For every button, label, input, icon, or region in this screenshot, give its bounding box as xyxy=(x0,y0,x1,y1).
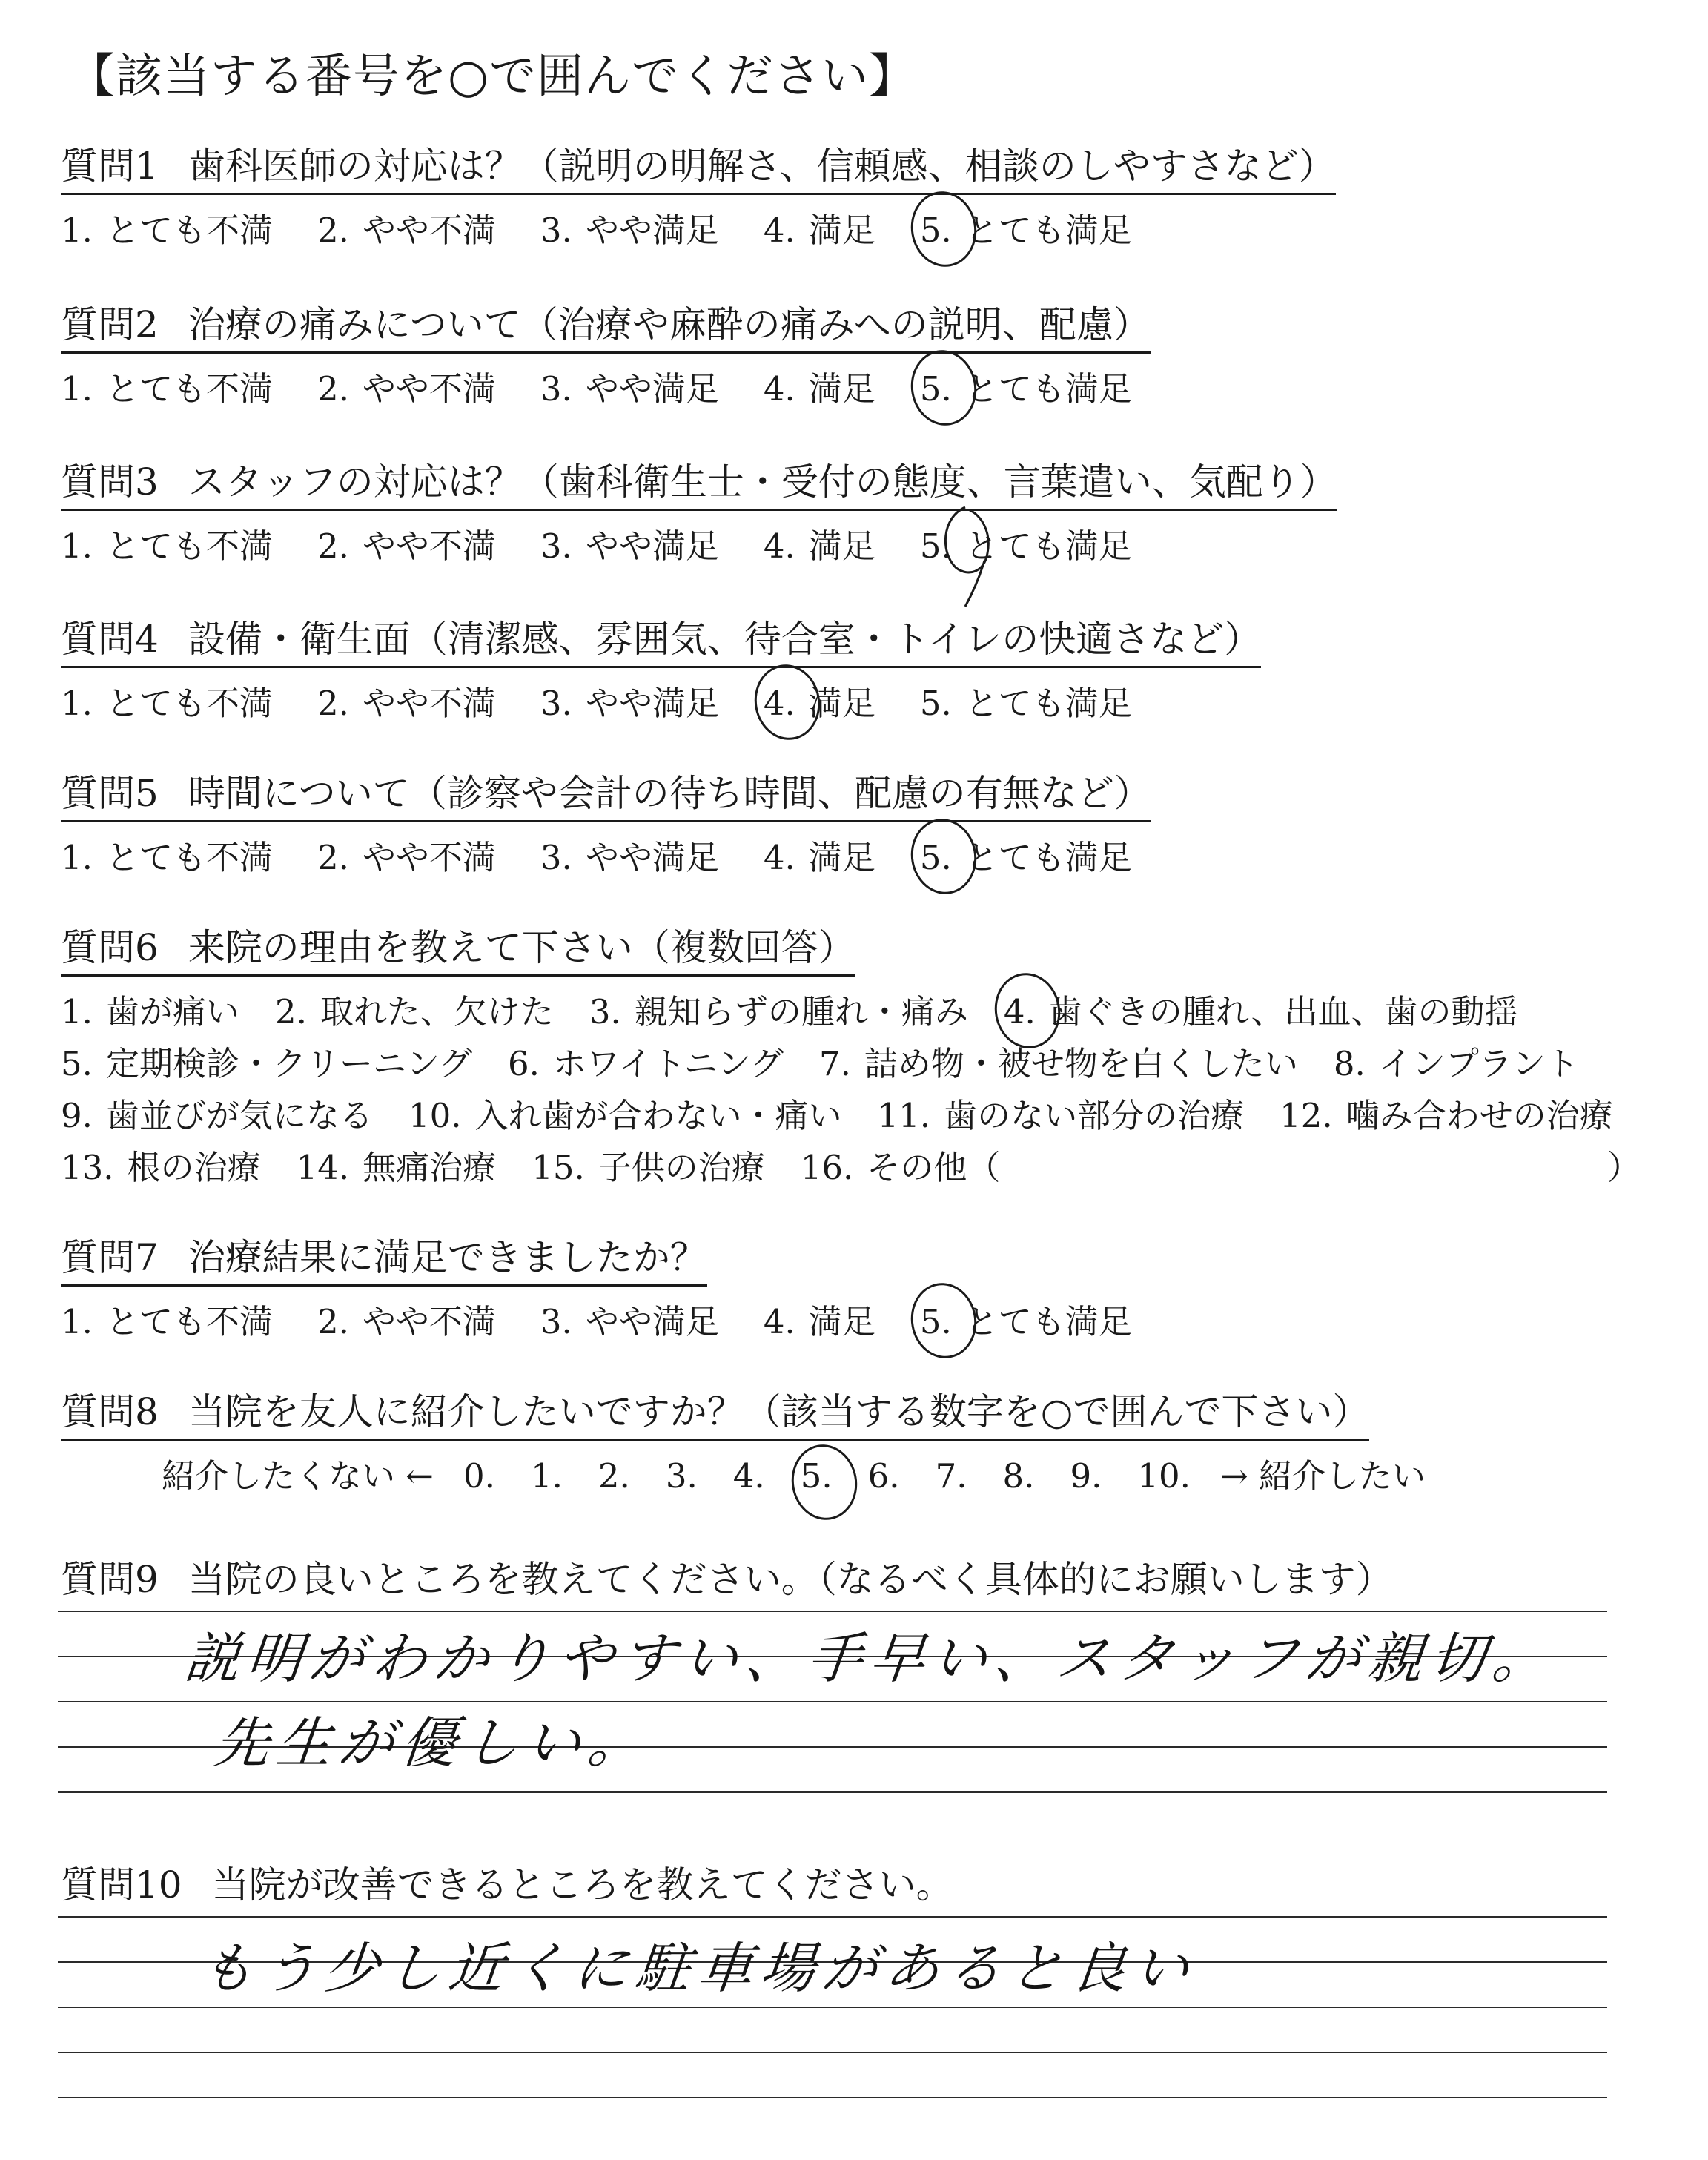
q6-row-4 xyxy=(61,1140,1000,1189)
q6-option-5[interactable] xyxy=(61,1037,472,1085)
option-label: 根の治療 xyxy=(127,1148,261,1187)
option-label: 取れた、欠けた xyxy=(320,992,554,1031)
option-number: 1. xyxy=(61,369,93,409)
q5-option-5-selected[interactable] xyxy=(920,830,1132,879)
option-number: 1. xyxy=(61,211,93,250)
question-4-number: 質問4 xyxy=(61,618,159,661)
question-1-options xyxy=(61,203,1132,251)
option-label: 歯のない部分の治療 xyxy=(944,1096,1245,1135)
q6-option-1[interactable] xyxy=(61,985,239,1033)
option-number: 10. xyxy=(1137,1456,1191,1496)
q8-right-label: → 紹介したい xyxy=(1219,1456,1426,1496)
question-10 xyxy=(61,1855,953,1909)
q6-option-8[interactable] xyxy=(1334,1037,1579,1085)
option-label: とても不満 xyxy=(105,369,273,409)
question-2-number: 質問2 xyxy=(61,303,159,346)
option-number: 16. xyxy=(800,1148,854,1187)
question-6-text: 来院の理由を教えて下さい（複数回答） xyxy=(188,926,855,969)
q4-option-2[interactable] xyxy=(317,676,496,724)
option-number: 5. xyxy=(919,526,952,566)
option-label: とても不満 xyxy=(105,211,273,250)
q3-option-2[interactable] xyxy=(317,519,496,567)
question-4-options xyxy=(61,676,1132,724)
option-number: 1. xyxy=(530,1456,563,1496)
option-number: 3. xyxy=(540,838,572,877)
option-label: 親知らずの腫れ・痛み xyxy=(634,992,968,1031)
option-label: インプラント xyxy=(1378,1044,1579,1083)
option-number: 5. xyxy=(919,838,952,877)
question-7 xyxy=(61,1237,707,1287)
option-number: 9. xyxy=(1070,1456,1102,1496)
option-number: 1. xyxy=(61,838,93,877)
q9-handwritten-answer-line-1[interactable]: 説明がわかりやすい、手早い、スタッフが親切。 xyxy=(181,1627,1558,1691)
q8-value-1[interactable] xyxy=(531,1456,563,1496)
answer-line xyxy=(58,2097,1607,2098)
q6-row-2 xyxy=(61,1037,1579,1085)
q8-value-7[interactable] xyxy=(936,1456,967,1496)
option-number: 1. xyxy=(61,1302,93,1341)
option-label: やや満足 xyxy=(585,526,719,566)
option-number: 6. xyxy=(508,1044,540,1083)
option-label: とても不満 xyxy=(105,526,273,566)
option-label: 歯が痛い xyxy=(105,992,239,1031)
page-title: 【該当する番号を○で囲んでください】 xyxy=(68,49,916,103)
question-2-text: 治療の痛みについて（治療や麻酔の痛みへの説明、配慮） xyxy=(188,303,1151,346)
q7-option-2[interactable] xyxy=(317,1295,496,1343)
q7-option-1[interactable] xyxy=(61,1295,273,1343)
q6-option-3[interactable] xyxy=(589,985,968,1033)
option-number: 2. xyxy=(598,1456,630,1496)
option-number: 5. xyxy=(61,1044,93,1083)
q6-option-4-selected[interactable] xyxy=(1004,985,1518,1033)
option-label: とても不満 xyxy=(105,684,273,723)
option-number: 15. xyxy=(532,1148,585,1187)
option-label: とても満足 xyxy=(964,526,1132,566)
option-number: 4. xyxy=(763,369,795,409)
q8-value-5-selected[interactable] xyxy=(801,1456,833,1496)
option-number: 5. xyxy=(800,1456,833,1496)
option-number: 4. xyxy=(1003,992,1036,1031)
q6-option-14[interactable] xyxy=(297,1140,497,1189)
question-5-options xyxy=(61,830,1132,879)
question-10-text: 当院が改善できるところを教えてください。 xyxy=(211,1863,953,1906)
q6-option-12[interactable] xyxy=(1280,1089,1613,1137)
q7-option-4[interactable] xyxy=(764,1295,875,1343)
question-1-text: 歯科医師の対応は？（説明の明解さ、信頼感、相談のしやすさなど） xyxy=(188,145,1336,188)
answer-line xyxy=(58,1916,1607,1918)
option-label: とても不満 xyxy=(105,1302,273,1341)
option-label: やや満足 xyxy=(585,684,719,723)
option-number: 2. xyxy=(274,992,307,1031)
option-label: 満足 xyxy=(808,684,875,723)
option-number: 8. xyxy=(1333,1044,1366,1083)
q1-option-1[interactable] xyxy=(61,203,273,251)
question-2-options xyxy=(61,362,1132,410)
answer-line xyxy=(58,1791,1607,1793)
option-number: 2. xyxy=(317,211,349,250)
option-number: 13. xyxy=(61,1148,114,1187)
question-7-number: 質問7 xyxy=(61,1236,159,1279)
option-number: 3. xyxy=(589,992,621,1031)
q6-option-2[interactable] xyxy=(275,985,554,1033)
option-label: ホワイトニング xyxy=(552,1044,784,1083)
option-number: 4. xyxy=(763,526,795,566)
option-label: やや満足 xyxy=(585,1302,719,1341)
option-number: 3. xyxy=(665,1456,698,1496)
q8-value-10[interactable] xyxy=(1137,1456,1191,1496)
option-number: 1. xyxy=(61,684,93,723)
q8-value-9[interactable] xyxy=(1070,1456,1102,1496)
question-9-number: 質問9 xyxy=(61,1558,159,1601)
q6-row-3 xyxy=(61,1089,1613,1137)
q10-handwritten-answer[interactable]: もう少し近くに駐車場があると良い xyxy=(196,1937,1199,2001)
option-number: 8. xyxy=(1002,1456,1035,1496)
option-label: 入れ歯が合わない・痛い xyxy=(474,1096,842,1135)
option-number: 1. xyxy=(61,992,93,1031)
answer-line xyxy=(58,2052,1607,2053)
q4-option-5[interactable] xyxy=(920,676,1132,724)
option-number: 14. xyxy=(296,1148,350,1187)
q3-option-1[interactable] xyxy=(61,519,273,567)
q3-hand-drawn-circle xyxy=(936,501,1017,612)
option-label: その他（ xyxy=(867,1148,1001,1187)
option-number: 5. xyxy=(919,1302,952,1341)
option-number: 7. xyxy=(935,1456,967,1496)
option-number: 2. xyxy=(317,369,349,409)
option-number: 1. xyxy=(61,526,93,566)
q4-option-1[interactable] xyxy=(61,676,273,724)
question-7-text: 治療結果に満足できましたか？ xyxy=(188,1236,707,1279)
q2-option-3[interactable] xyxy=(540,362,719,410)
q5-option-1[interactable] xyxy=(61,830,273,879)
question-6-number: 質問6 xyxy=(61,926,159,969)
question-8-scale xyxy=(162,1449,1426,1497)
q5-option-2[interactable] xyxy=(317,830,496,879)
option-label: とても不満 xyxy=(105,838,273,877)
option-label: 満足 xyxy=(808,211,875,250)
option-label: とても満足 xyxy=(964,1302,1132,1341)
option-label: やや満足 xyxy=(585,838,719,877)
option-label: 満足 xyxy=(808,838,875,877)
q6-other-close-paren: ） xyxy=(1607,1148,1641,1187)
option-label: とても満足 xyxy=(964,369,1132,409)
option-number: 2. xyxy=(317,684,349,723)
option-number: 3. xyxy=(540,211,572,250)
question-5 xyxy=(61,773,1151,822)
option-number: 2. xyxy=(317,526,349,566)
option-number: 4. xyxy=(763,1302,795,1341)
option-label: 歯並びが気になる xyxy=(105,1096,373,1135)
q8-value-8[interactable] xyxy=(1003,1456,1035,1496)
q2-option-1[interactable] xyxy=(61,362,273,410)
option-label: とても満足 xyxy=(964,211,1132,250)
option-number: 6. xyxy=(867,1456,900,1496)
option-number: 12. xyxy=(1280,1096,1333,1135)
q6-option-7[interactable] xyxy=(819,1037,1298,1085)
question-7-options xyxy=(61,1295,1132,1343)
option-label: 満足 xyxy=(808,1302,875,1341)
option-label: 満足 xyxy=(808,526,875,566)
option-label: 詰め物・被せ物を白くしたい xyxy=(864,1044,1298,1083)
question-4 xyxy=(61,618,1261,668)
q7-option-3[interactable] xyxy=(540,1295,719,1343)
option-label: やや不満 xyxy=(362,526,496,566)
option-number: 7. xyxy=(818,1044,851,1083)
q6-option-6[interactable] xyxy=(508,1037,784,1085)
q6-option-9[interactable] xyxy=(61,1089,373,1137)
question-10-number: 質問10 xyxy=(61,1863,182,1906)
question-1 xyxy=(61,145,1336,195)
q5-option-4[interactable] xyxy=(764,830,875,879)
q6-row-1 xyxy=(61,985,1518,1033)
q1-option-3[interactable] xyxy=(540,203,719,251)
option-number: 2. xyxy=(317,838,349,877)
question-3 xyxy=(61,461,1337,511)
q4-option-4-selected[interactable] xyxy=(764,676,875,724)
q2-option-5-selected[interactable] xyxy=(920,362,1132,410)
q1-option-4[interactable] xyxy=(764,203,875,251)
q8-value-2[interactable] xyxy=(598,1456,630,1496)
option-label: 子供の治療 xyxy=(598,1148,765,1187)
option-label: 満足 xyxy=(808,369,875,409)
option-label: やや不満 xyxy=(362,1302,496,1341)
question-3-text: スタッフの対応は？（歯科衛生士・受付の態度、言葉遣い、気配り） xyxy=(188,460,1337,503)
option-number: 2. xyxy=(317,1302,349,1341)
q9-handwritten-answer-line-2[interactable]: 先生が優しい。 xyxy=(211,1711,654,1775)
option-number: 0. xyxy=(463,1456,495,1496)
q8-value-0[interactable] xyxy=(463,1456,495,1496)
question-9 xyxy=(61,1550,1393,1603)
q1-option-2[interactable] xyxy=(317,203,496,251)
option-number: 3. xyxy=(540,369,572,409)
option-label: やや満足 xyxy=(585,211,719,250)
option-label: 定期検診・クリーニング xyxy=(105,1044,473,1083)
q7-option-5-selected[interactable] xyxy=(920,1295,1132,1343)
answer-line xyxy=(58,2007,1607,2008)
q6-option-13[interactable] xyxy=(61,1140,261,1189)
option-label: やや不満 xyxy=(362,838,496,877)
option-number: 5. xyxy=(919,684,952,723)
q8-value-4[interactable] xyxy=(733,1456,765,1496)
option-number: 11. xyxy=(877,1096,931,1135)
question-9-text: 当院の良いところを教えてください。（なるべく具体的にお願いします） xyxy=(188,1558,1393,1601)
question-8-number: 質問8 xyxy=(61,1390,159,1433)
q8-left-label: 紹介したくない ← xyxy=(162,1456,434,1496)
option-number: 3. xyxy=(540,684,572,723)
q3-option-3[interactable] xyxy=(540,519,719,567)
option-number: 5. xyxy=(919,211,952,250)
option-number: 5. xyxy=(919,369,952,409)
q5-option-3[interactable] xyxy=(540,830,719,879)
option-number: 4. xyxy=(763,211,795,250)
option-label: 歯ぐきの腫れ、出血、歯の動揺 xyxy=(1048,992,1518,1031)
option-number: 4. xyxy=(763,838,795,877)
q8-value-3[interactable] xyxy=(666,1456,698,1496)
q6-option-15[interactable] xyxy=(532,1140,765,1189)
q1-option-5-selected[interactable] xyxy=(920,203,1132,251)
option-number: 4. xyxy=(732,1456,765,1496)
q2-option-4[interactable] xyxy=(764,362,875,410)
q4-option-3[interactable] xyxy=(540,676,719,724)
option-label: やや不満 xyxy=(362,369,496,409)
question-5-number: 質問5 xyxy=(61,772,159,815)
option-label: とても満足 xyxy=(964,684,1132,723)
option-label: やや不満 xyxy=(362,211,496,250)
question-2 xyxy=(61,304,1151,354)
question-3-number: 質問3 xyxy=(61,460,159,503)
option-label: 噛み合わせの治療 xyxy=(1345,1096,1613,1135)
q8-value-6[interactable] xyxy=(868,1456,900,1496)
option-label: 無痛治療 xyxy=(363,1148,497,1187)
option-label: やや不満 xyxy=(362,684,496,723)
option-number: 3. xyxy=(540,526,572,566)
answer-line xyxy=(58,1611,1607,1612)
question-8 xyxy=(61,1391,1369,1441)
option-number: 10. xyxy=(408,1096,462,1135)
option-number: 9. xyxy=(61,1096,93,1135)
question-1-number: 質問1 xyxy=(61,145,159,188)
q3-option-4[interactable] xyxy=(764,519,875,567)
option-label: とても満足 xyxy=(964,838,1132,877)
q2-option-2[interactable] xyxy=(317,362,496,410)
option-number: 3. xyxy=(540,1302,572,1341)
question-6 xyxy=(61,927,855,977)
question-5-text: 時間について（診察や会計の待ち時間、配慮の有無など） xyxy=(188,772,1151,815)
q6-option-10[interactable] xyxy=(408,1089,842,1137)
option-number: 4. xyxy=(763,684,795,723)
q6-option-16[interactable] xyxy=(801,1140,1001,1189)
question-8-text: 当院を友人に紹介したいですか？（該当する数字を○で囲んで下さい） xyxy=(188,1390,1370,1433)
question-4-text: 設備・衛生面（清潔感、雰囲気、待合室・トイレの快適さなど） xyxy=(188,618,1262,661)
q6-option-11[interactable] xyxy=(878,1089,1245,1137)
option-label: やや満足 xyxy=(585,369,719,409)
